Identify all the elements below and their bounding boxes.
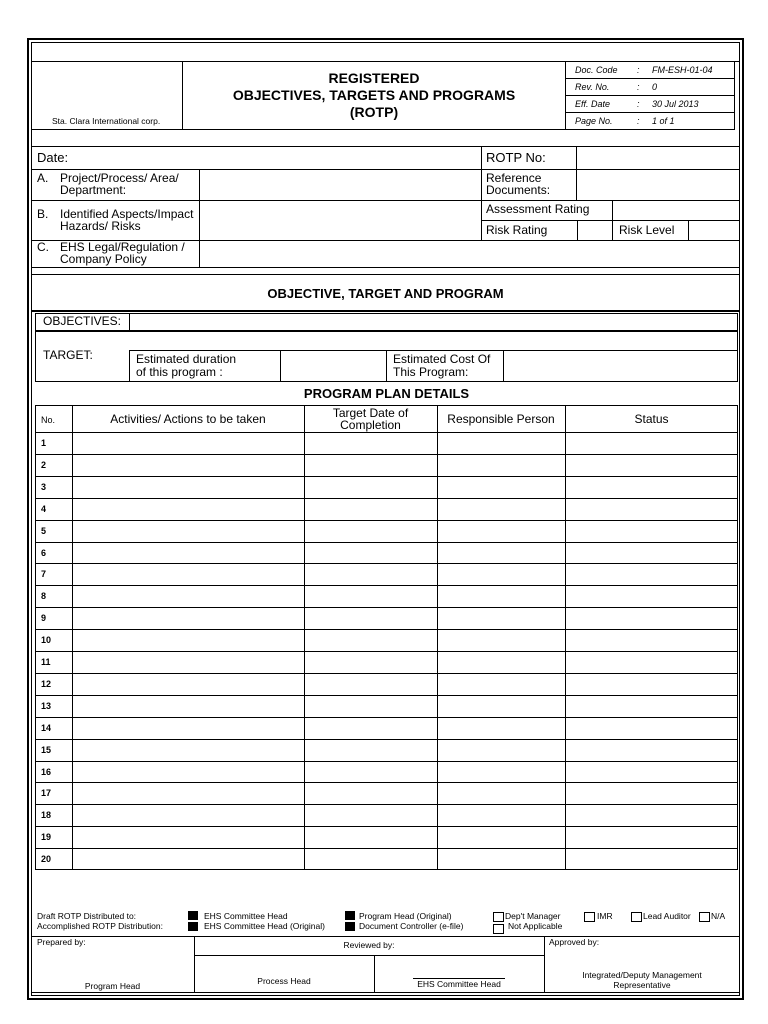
activity-cell[interactable] xyxy=(72,476,304,498)
target-date-cell[interactable] xyxy=(304,651,437,673)
row-number: 9 xyxy=(41,613,47,624)
check-doc-controller[interactable] xyxy=(345,922,355,931)
responsible-cell[interactable] xyxy=(437,782,565,804)
table-row xyxy=(35,563,738,585)
responsible-cell[interactable] xyxy=(437,826,565,848)
row-number: 16 xyxy=(41,766,52,777)
table-row xyxy=(35,432,738,454)
responsible-cell[interactable] xyxy=(437,607,565,629)
table-row xyxy=(35,804,738,826)
row-number: 11 xyxy=(41,657,51,667)
activity-cell[interactable] xyxy=(72,520,304,542)
approved-by-label: Approved by: xyxy=(549,937,600,947)
table-row xyxy=(35,454,738,476)
activity-cell[interactable] xyxy=(72,563,304,585)
target-date-cell[interactable] xyxy=(304,717,437,739)
target-date-cell[interactable] xyxy=(304,782,437,804)
status-cell[interactable] xyxy=(565,563,738,585)
activity-cell[interactable] xyxy=(72,761,304,783)
target-date-cell[interactable] xyxy=(304,542,437,564)
row-number: 6 xyxy=(41,547,47,558)
responsible-cell[interactable] xyxy=(437,476,565,498)
row-number: 14 xyxy=(41,722,52,733)
risk-rating-label: Risk Rating xyxy=(486,223,548,237)
status-cell[interactable] xyxy=(565,585,738,607)
status-cell[interactable] xyxy=(565,651,738,673)
doc-code-value: FM-ESH-01-04 xyxy=(652,65,713,75)
row-number: 20 xyxy=(41,854,52,865)
target-date-cell[interactable] xyxy=(304,629,437,651)
target-date-cell[interactable] xyxy=(304,563,437,585)
reviewed-by-label: Reviewed by: xyxy=(343,940,395,950)
table-row xyxy=(35,826,738,848)
target-date-cell[interactable] xyxy=(304,432,437,454)
check-ehs-head-original[interactable] xyxy=(188,922,198,931)
status-cell[interactable] xyxy=(565,695,738,717)
row-number: 18 xyxy=(41,810,52,821)
check-depts-manager[interactable] xyxy=(493,912,504,922)
responsible-cell[interactable] xyxy=(437,432,565,454)
activity-cell[interactable] xyxy=(72,826,304,848)
target-date-cell[interactable] xyxy=(304,673,437,695)
status-cell[interactable] xyxy=(565,520,738,542)
eff-date-label: Eff. Date xyxy=(575,99,611,109)
eff-date-value: 30 Jul 2013 xyxy=(652,99,699,109)
target-date-cell[interactable] xyxy=(304,739,437,761)
prepared-by-label: Prepared by: xyxy=(37,937,86,947)
table-row xyxy=(35,651,738,673)
target-date-cell[interactable] xyxy=(304,848,437,870)
objectives-label: OBJECTIVES: xyxy=(43,314,122,328)
responsible-cell[interactable] xyxy=(437,739,565,761)
status-cell[interactable] xyxy=(565,454,738,476)
title-registered: REGISTERED xyxy=(328,70,420,86)
status-cell[interactable] xyxy=(565,607,738,629)
rev-no-label: Rev. No. xyxy=(575,82,610,92)
activity-cell[interactable] xyxy=(72,717,304,739)
row-number: 10 xyxy=(41,635,52,646)
row-number: 7 xyxy=(41,569,47,580)
check-lead-auditor[interactable] xyxy=(631,912,642,922)
col-activities: Activities/ Actions to be taken xyxy=(110,412,266,426)
activity-cell[interactable] xyxy=(72,585,304,607)
page-no-label: Page No. xyxy=(575,116,613,126)
activity-cell[interactable] xyxy=(72,498,304,520)
target-label: TARGET: xyxy=(43,348,93,362)
legal-label: EHS Legal/Regulation / xyxy=(60,240,185,254)
status-cell[interactable] xyxy=(565,498,738,520)
activity-cell[interactable] xyxy=(72,673,304,695)
check-na[interactable] xyxy=(699,912,710,922)
target-date-cell[interactable] xyxy=(304,520,437,542)
row-number: 4 xyxy=(41,503,47,514)
accomplished-distribution-label: Accomplished ROTP Distribution: xyxy=(37,921,163,931)
target-date-cell[interactable] xyxy=(304,585,437,607)
sig-process-head: Process Head xyxy=(257,976,311,986)
responsible-cell[interactable] xyxy=(437,673,565,695)
responsible-cell[interactable] xyxy=(437,695,565,717)
activity-cell[interactable] xyxy=(72,739,304,761)
table-row xyxy=(35,717,738,739)
check-imr[interactable] xyxy=(584,912,595,922)
target-date-cell[interactable] xyxy=(304,761,437,783)
status-cell[interactable] xyxy=(565,629,738,651)
table-row xyxy=(35,695,738,717)
row-number: 2 xyxy=(41,459,47,470)
section-title: OBJECTIVE, TARGET AND PROGRAM xyxy=(267,286,504,301)
activity-cell[interactable] xyxy=(72,454,304,476)
risk-level-label: Risk Level xyxy=(619,223,675,237)
sig-ehs-head: EHS Committee Head xyxy=(417,979,501,989)
table-row xyxy=(35,520,738,542)
check-program-head[interactable] xyxy=(345,911,355,920)
check-ehs-head[interactable] xyxy=(188,911,198,920)
activity-cell[interactable] xyxy=(72,542,304,564)
activity-cell[interactable] xyxy=(72,848,304,870)
check-not-applicable[interactable] xyxy=(493,924,504,934)
row-number: 19 xyxy=(41,832,52,843)
target-date-cell[interactable] xyxy=(304,607,437,629)
est-duration-label: Estimated duration xyxy=(136,352,237,366)
date-label: Date: xyxy=(37,150,69,165)
table-row xyxy=(35,782,738,804)
responsible-cell[interactable] xyxy=(437,717,565,739)
row-number: 17 xyxy=(41,788,52,799)
target-date-cell[interactable] xyxy=(304,476,437,498)
status-cell[interactable] xyxy=(565,739,738,761)
activity-cell[interactable] xyxy=(72,804,304,826)
activity-cell[interactable] xyxy=(72,651,304,673)
project-area-label: Project/Process/ Area/ xyxy=(60,171,179,185)
sig-program-head: Program Head xyxy=(84,981,141,991)
plan-table: No. Activities/ Actions to be taken Target Date of Completion Responsible Person Status 1 2 3 4 5 6 7 8 9 10 11 12 13 14 15 16 17 18 19 20 xyxy=(35,405,738,870)
responsible-cell[interactable] xyxy=(437,563,565,585)
sig-imr: Integrated/Deputy Management xyxy=(582,970,702,980)
col-no: No. xyxy=(41,415,56,425)
responsible-cell[interactable] xyxy=(437,498,565,520)
reference-docs-label: Reference xyxy=(486,171,542,185)
status-cell[interactable] xyxy=(565,848,738,870)
row-number: 12 xyxy=(41,678,52,689)
row-number: 15 xyxy=(41,744,52,755)
activity-cell[interactable] xyxy=(72,607,304,629)
target-date-cell[interactable] xyxy=(304,498,437,520)
table-row xyxy=(35,476,738,498)
col-status: Status xyxy=(634,412,669,426)
status-cell[interactable] xyxy=(565,717,738,739)
draft-distribution-label: Draft ROTP Distributed to: xyxy=(37,911,137,921)
status-cell[interactable] xyxy=(565,761,738,783)
responsible-cell[interactable] xyxy=(437,848,565,870)
responsible-cell[interactable] xyxy=(437,629,565,651)
responsible-cell[interactable] xyxy=(437,520,565,542)
status-cell[interactable] xyxy=(565,782,738,804)
rotp-no-label: ROTP No: xyxy=(486,150,546,165)
col-target-date: Target Date of xyxy=(332,406,409,420)
row-number: 8 xyxy=(41,591,47,602)
activity-cell[interactable] xyxy=(72,782,304,804)
table-row xyxy=(35,585,738,607)
responsible-cell[interactable] xyxy=(437,542,565,564)
table-row xyxy=(35,673,738,695)
target-date-cell[interactable] xyxy=(304,695,437,717)
plan-title: PROGRAM PLAN DETAILS xyxy=(303,386,470,401)
responsible-cell[interactable] xyxy=(437,585,565,607)
table-row xyxy=(35,739,738,761)
table-row xyxy=(35,498,738,520)
table-row xyxy=(35,607,738,629)
aspects-label: Identified Aspects/Impact xyxy=(60,207,194,221)
table-row xyxy=(35,542,738,564)
row-number: 3 xyxy=(41,481,47,492)
responsible-cell[interactable] xyxy=(437,761,565,783)
target-date-cell[interactable] xyxy=(304,826,437,848)
rev-no-value: 0 xyxy=(652,82,658,92)
responsible-cell[interactable] xyxy=(437,454,565,476)
activity-cell[interactable] xyxy=(72,695,304,717)
status-cell[interactable] xyxy=(565,432,738,454)
responsible-cell[interactable] xyxy=(437,651,565,673)
title-main: OBJECTIVES, TARGETS AND PROGRAMS xyxy=(232,87,516,103)
est-cost-label: Estimated Cost Of xyxy=(393,352,491,366)
status-cell[interactable] xyxy=(565,826,738,848)
target-date-cell[interactable] xyxy=(304,454,437,476)
status-cell[interactable] xyxy=(565,542,738,564)
row-number: 13 xyxy=(41,700,52,711)
target-date-cell[interactable] xyxy=(304,804,437,826)
table-row xyxy=(35,761,738,783)
status-cell[interactable] xyxy=(565,476,738,498)
status-cell[interactable] xyxy=(565,673,738,695)
title-rotp: (ROTP) xyxy=(349,104,399,120)
row-number: 5 xyxy=(41,525,47,536)
doc-code-label: Doc. Code xyxy=(575,65,618,75)
assessment-rating-label: Assessment Rating xyxy=(486,202,590,216)
table-row xyxy=(35,629,738,651)
status-cell[interactable] xyxy=(565,804,738,826)
row-number: 1 xyxy=(41,438,47,448)
page-no-value: 1 of 1 xyxy=(652,116,675,126)
table-row xyxy=(35,848,738,870)
company-name: Sta. Clara International corp. xyxy=(52,116,161,126)
responsible-cell[interactable] xyxy=(437,804,565,826)
col-responsible: Responsible Person xyxy=(447,412,555,426)
activity-cell[interactable] xyxy=(72,629,304,651)
activity-cell[interactable] xyxy=(72,432,304,454)
